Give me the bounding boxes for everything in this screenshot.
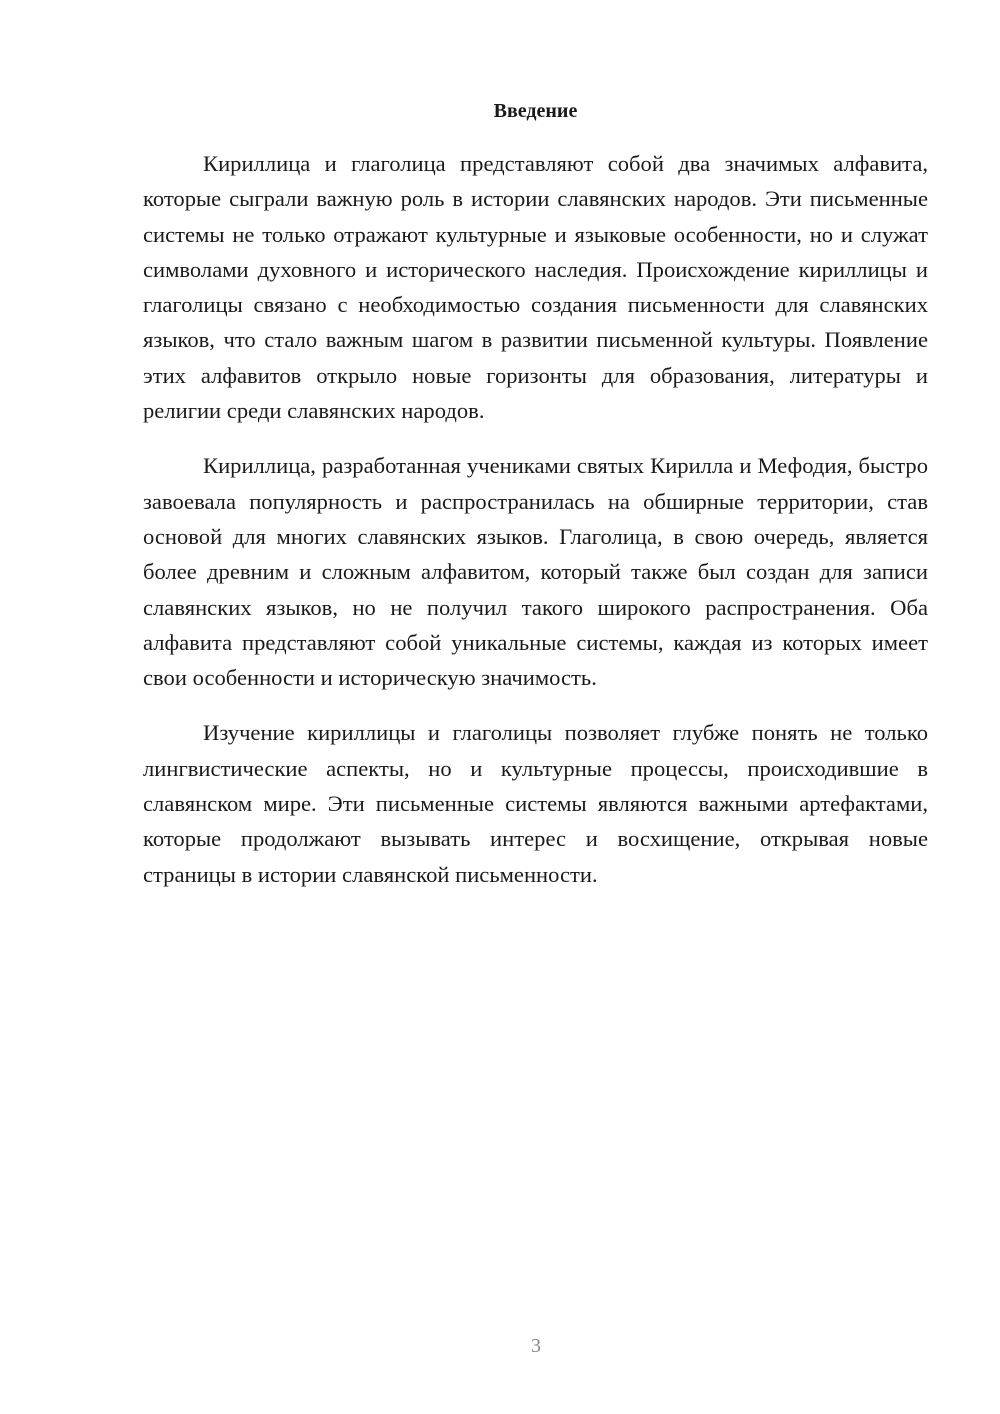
section-heading: Введение bbox=[493, 100, 578, 122]
paragraph-2: Кириллица, разработанная учениками святых Кирилла и Мефодия, быстро завоевала популярность и распространилась на обширные территории, став основой для многих славянских языков. Глаголица, в свою очередь, является более древним и сложным алфавитом, который также был создан для записи славянских языков, но не получил такого широкого распространения. Оба алфавита представляют собой уникальные системы, каждая из которых имеет свои особенности и историческую значимость. bbox=[143, 453, 928, 691]
page-content bbox=[143, 98, 928, 912]
paragraph-1: Кириллица и глаголица представляют собой два значимых алфавита, которые сыграли важную роль в истории славянских народов. Эти письменные системы не только отражают культурные и языковые особенности, но и служат символами духовного и исторического наследия. Происхождение кириллицы и глаголицы связано с необходимостью создания письменности для славянских языков, что стало важным шагом в развитии письменной культуры. Появление этих алфавитов открыло новые горизонты для образования, литературы и религии среди славянских народов. bbox=[143, 151, 928, 424]
paragraph-3: Изучение кириллицы и глаголицы позволяет глубже понять не только лингвистические аспекты, но и культурные процессы, происходившие в славянском мире. Эти письменные системы являются важными артефактами, которые продолжают вызывать интерес и восхищение, открывая новые страницы в истории славянской письменности. bbox=[143, 720, 928, 887]
page-number: 3 bbox=[531, 1335, 541, 1357]
